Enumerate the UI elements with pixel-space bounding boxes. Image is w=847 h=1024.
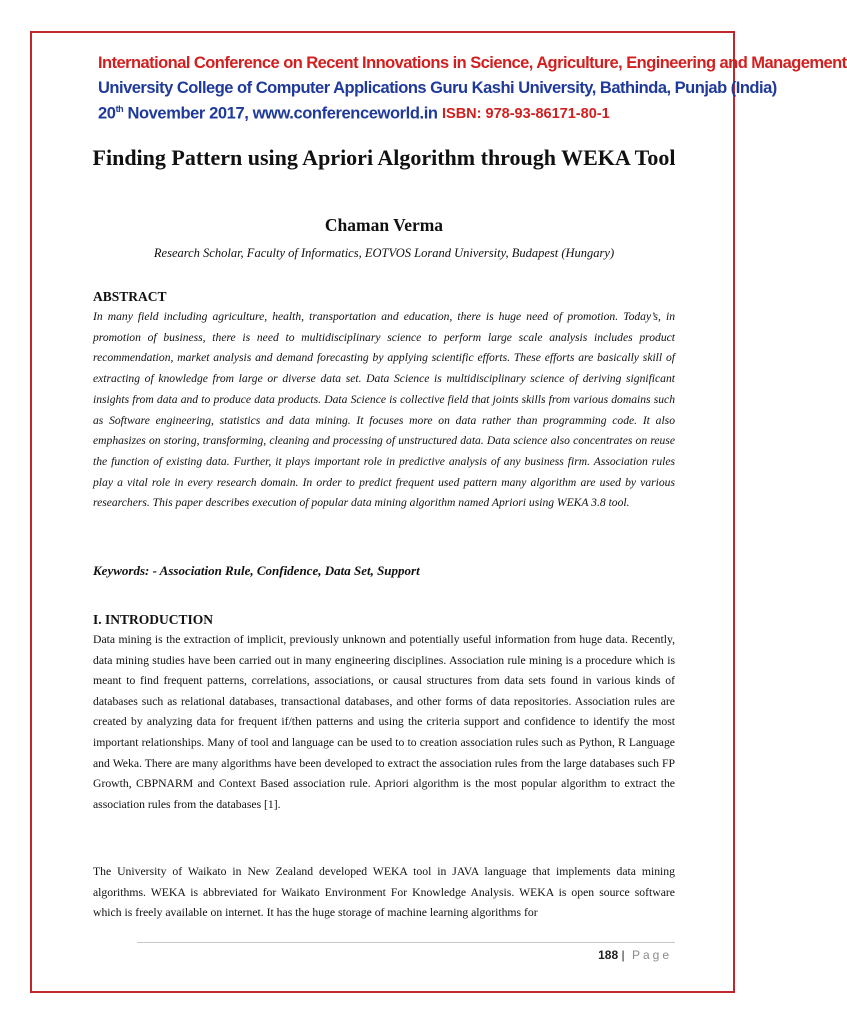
page-label: Page xyxy=(631,948,672,962)
footer-rule xyxy=(137,942,675,943)
abstract-text: In many field including agriculture, health, transportation and education, there is huge need of promotion. Today’s, in promotion of business, there is need to multidisciplinary science to perform large scale analysis includes product recommendation, market analysis and demand forecasting by applying scientific efforts. These efforts are basically skill of extracting of knowledge from large or diverse data set. Data Science is multidisciplinary science of deriving significant insights from data and to produce data products. Data Science is collective field that joints skills from various domains such as Software engineering, statistics and data mining. It focuses more on data rather than programming code. It also emphasizes on storing, transforming, cleaning and processing of unstructured data. Data science also concentrates on reuse the function of existing data. Further, it plays important role in predictive analysis of any business firm. Association rules play a vital role in every research domain. In order to predict frequent used pattern many algorithm are used by various researchers. This paper describes execution of popular data mining algorithm named Apriori using WEKA 3.8 tool. xyxy=(93,310,675,510)
keywords: Keywords: - Association Rule, Confidence, Data Set, Support xyxy=(93,563,420,578)
introduction-heading: I. INTRODUCTION xyxy=(93,612,214,627)
paper-title: Finding Pattern using Apriori Algorithm through WEKA Tool xyxy=(92,145,676,170)
conference-date xyxy=(98,104,438,124)
date-rest: November 2017, www.conferenceworld.in xyxy=(123,104,438,123)
author-name: Chaman Verma xyxy=(324,215,444,235)
page-number: 188 xyxy=(598,948,619,962)
introduction-paragraph-1: Data mining is the extraction of implicit, previously unknown and potentially useful information from huge data. Recently, data mining studies have been carried out in many engineering disciplines. Association rule mining is a procedure which is meant to find frequent patterns, correlations, associations, or causal structures from data sets found in various kinds of databases such as relational databases, transactional databases, and other forms of data repositories. Association rules are created by analyzing data for frequent if/then patterns and using the criteria support and confidence to identify the most important relationships. Many of tool and language can be used to to creation association rules such as Python, R Language and Weka. There are many algorithms have been developed to extract the association rules from the large databases such FP Growth, CBPNARM and Context Based association rule. Apriori algorithm is the most popular algorithm to extract the association rules from the databases [1]. xyxy=(93,633,675,811)
isbn: ISBN: 978-93-86171-80-1 xyxy=(442,106,610,122)
conference-header xyxy=(98,54,847,126)
page-footer xyxy=(598,948,672,962)
conference-info-row xyxy=(98,102,678,126)
footer-separator: | xyxy=(621,948,625,962)
conference-venue: University College of Computer Applications Guru Kashi University, Bathinda, Punjab (India) xyxy=(98,79,777,97)
introduction-paragraph-2: The University of Waikato in New Zealand developed WEKA tool in JAVA language that implements data mining algorithms. WEKA is abbreviated for Waikato Environment For Knowledge Analysis. WEKA is open source software which is freely available on internet. It has the huge storage of machine learning algorithms for xyxy=(93,865,675,920)
conference-name: International Conference on Recent Innovations in Science, Agriculture, Engineering and Management xyxy=(98,54,847,72)
date-suffix: th xyxy=(115,104,124,114)
abstract-heading: ABSTRACT xyxy=(93,289,167,304)
date-day: 20 xyxy=(98,104,116,123)
author-affiliation: Research Scholar, Faculty of Informatics, EOTVOS Lorand University, Budapest (Hungary) xyxy=(153,246,615,260)
